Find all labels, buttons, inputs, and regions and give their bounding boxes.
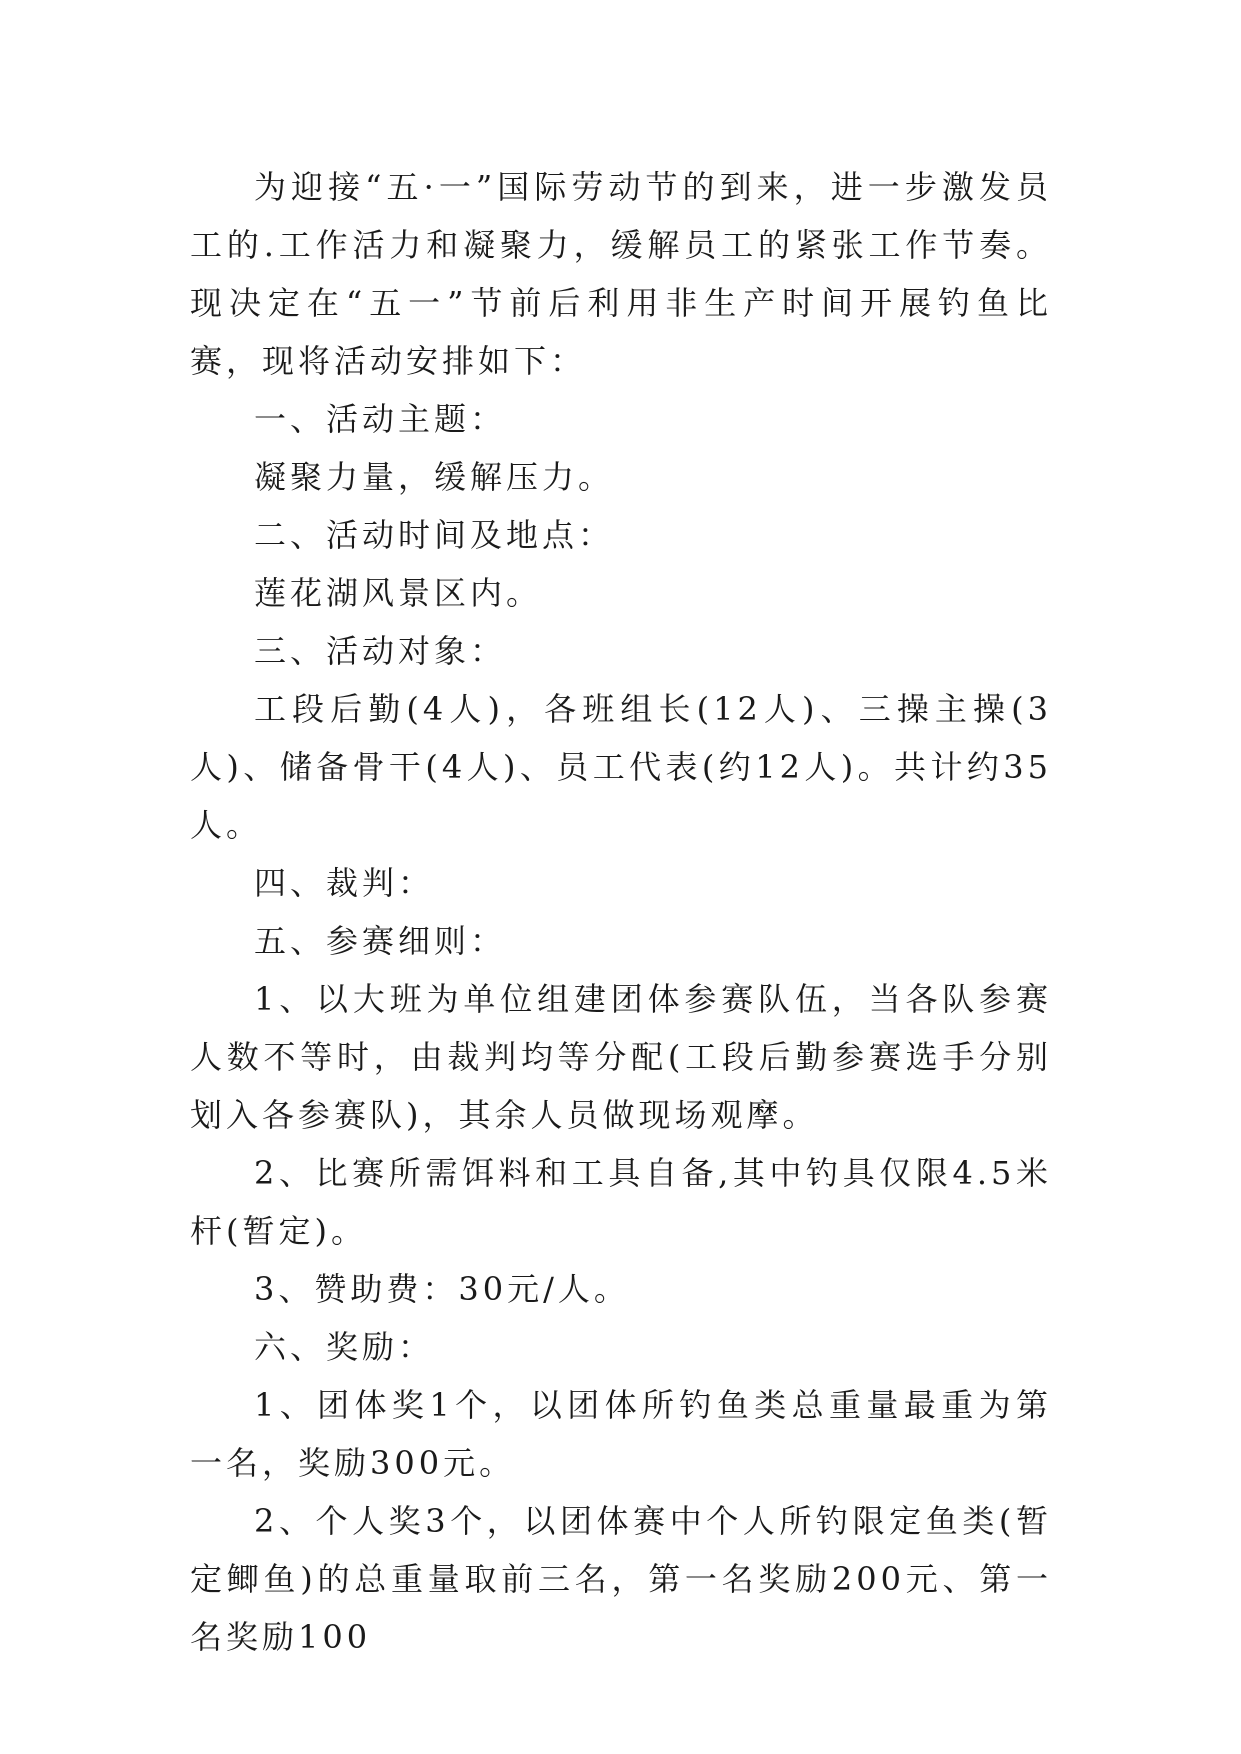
section-heading-theme: 一、活动主题： <box>254 400 507 438</box>
rule-item-1: 1、以大班为单位组建团体参赛队伍，当各队参赛人数不等时，由裁判均等分配(工段后勤参赛选手分别划入各参赛队)，其余人员做现场观摩。 <box>190 980 1052 1134</box>
rule-item-3: 3、赞助费：30元/人。 <box>254 1270 630 1308</box>
time-place-paragraph: 莲花湖风景区内。 <box>254 574 543 612</box>
rule-item-2: 2、比赛所需饵料和工具自备,其中钓具仅限4.5米杆(暂定)。 <box>190 1154 1052 1250</box>
section-heading-time-place: 二、活动时间及地点： <box>254 516 615 554</box>
section-heading-referee: 四、裁判： <box>254 864 435 902</box>
section-heading-participants: 三、活动对象： <box>254 632 507 670</box>
intro-paragraph: 为迎接“五·一”国际劳动节的到来，进一步激发员工的.工作活力和凝聚力，缓解员工的紧张工作节奏。现决定在“五一”节前后利用非生产时间开展钓鱼比赛，现将活动安排如下： <box>190 168 1052 380</box>
theme-paragraph: 凝聚力量，缓解压力。 <box>254 458 615 496</box>
award-item-1: 1、团体奖1个，以团体所钓鱼类总重量最重为第一名，奖励300元。 <box>190 1386 1052 1482</box>
document-body <box>190 158 1052 1666</box>
award-item-2: 2、个人奖3个，以团体赛中个人所钓限定鱼类(暂定鲫鱼)的总重量取前三名，第一名奖励200元、第一名奖励100 <box>190 1502 1052 1656</box>
participants-paragraph: 工段后勤(4人)，各班组长(12人)、三操主操(3人)、储备骨干(4人)、员工代表(约12人)。共计约35人。 <box>190 690 1052 844</box>
section-heading-awards: 六、奖励： <box>254 1328 435 1366</box>
section-heading-rules: 五、参赛细则： <box>254 922 507 960</box>
